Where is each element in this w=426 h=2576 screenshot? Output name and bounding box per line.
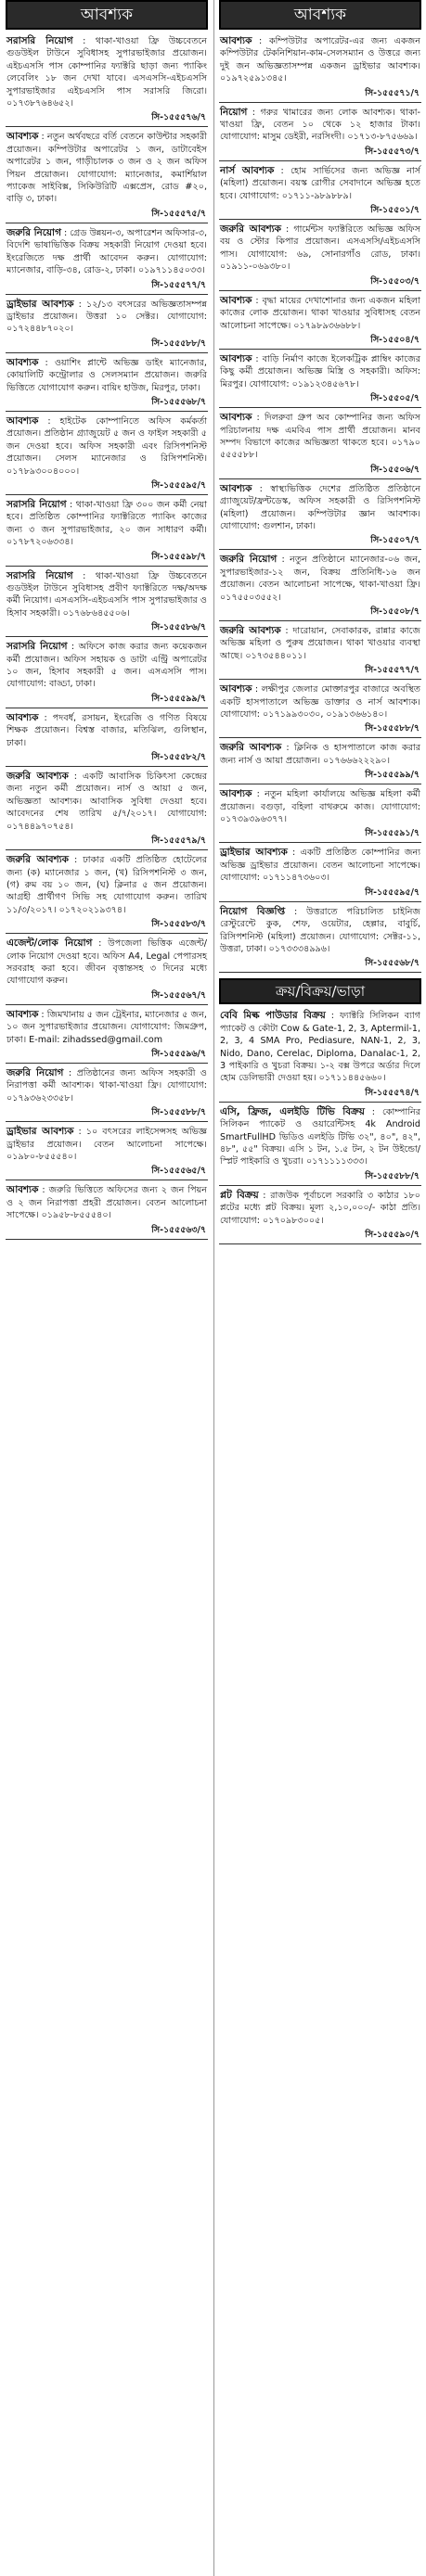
ad-code: সি-১৫৫৫৬৮/৭ bbox=[6, 394, 208, 412]
ad-separator: : bbox=[277, 555, 290, 566]
ad-text bbox=[219, 351, 421, 390]
classified-ad bbox=[6, 1007, 208, 1064]
ad-separator: : bbox=[252, 789, 265, 800]
ad-separator: : bbox=[72, 570, 96, 581]
ad-body: ১২/১৩ বৎসরের অভিজ্ঞতাসম্পন্ন ড্রাইভার প্রয়োজন। উত্তরা ১০ সেক্টর। যোগাযোগ: ০১৭২৪৪৮৭০২০। bbox=[6, 299, 207, 335]
ad-body: থাকা-খাওয়া ফ্রি উচ্চবেতনে গুডউইল টাউনে সুবিধাসহ সুপারভাইজার প্রয়োজন। এইচএসসি পাস কোম্পানির ফ্যাক্টরি ছাড়া জন্য প্যাকিং লেবেলিং ১৮ জন দেখা যাবে। এসএসসি-এইচএসসি সুপারভাইজার এইচএসসি পাস সরাসরি জিরো। ০১৭৩৮৭৬৪৬৫২। bbox=[6, 36, 207, 109]
ad-text bbox=[219, 293, 421, 332]
ad-body: ফ্যাক্টরি সিলিকন ব্যাগ প্যাকেট ও কৌটা Cow & Gate-1, 2, 3, Aptermil-1, 2, 3, 4 SMA Pro, Pediasure, NAN-1, 2, 3, Nido, Dano, Cerelac, Diploma, Danalac-1, 2, 3 পাইকারি ও খুচরা বিক্রয়। ১-২ বক্স উপরে অর্ডার দিলে হোম ডেলিভারী দেওয়া হয়। ০১৭১১৪৪৫৬৬০। bbox=[220, 1011, 420, 1084]
ad-keyword: জরুরি আবশ্যক bbox=[220, 625, 281, 636]
ad-keyword: আবশ্যক bbox=[6, 711, 39, 723]
ad-code: সি-১৫৫৫৭৩/৭ bbox=[219, 144, 421, 161]
ad-keyword: ড্রাইভার আবশ্যক bbox=[220, 847, 288, 859]
ad-separator: : bbox=[38, 712, 53, 723]
ad-code: সি-১৫৫৫৯৯/৭ bbox=[219, 767, 421, 784]
ad-body: দারোয়ান, সেবাকারক, রান্নার কাজে অভিজ্ঞ মহিলা ও পুরুষ প্রয়োজন। থাকা খাওয়ার ব্যবস্থা আছে। ০১৭৩৫৪৪০১১। bbox=[220, 626, 420, 661]
classified-ad bbox=[219, 1008, 421, 1102]
ad-body: জরুরি ভিত্তিতে অফিসের জন্য ২ জন পিয়ন ও ২ জন নিরাপত্তা প্রহরী প্রয়োজন। বেতন আলোচনা সাপেক্ষে। ০১৯৫৮-৮৫৫৫৪০। bbox=[6, 1185, 207, 1221]
classified-ad bbox=[6, 1182, 208, 1239]
ad-keyword: আবশ্যক bbox=[6, 131, 39, 143]
classified-ad bbox=[219, 481, 421, 551]
classified-ad bbox=[6, 769, 208, 850]
ad-body: জিমখানায় ৫ জন ট্রেইনার, ম্যানেজার ৫ জন, ১০ জন সুপারভাইজার প্রয়োজন। যোগাযোগ: জিমগ্রুপ, ঢাকা। E-mail: zihadssed@gmail.com bbox=[6, 1009, 207, 1045]
ad-separator: : bbox=[252, 684, 262, 695]
ad-text bbox=[219, 410, 421, 462]
ad-body: ১০ বৎসরের লাইসেন্সসহ অভিজ্ঞ ড্রাইভার প্রয়োজন। বেতন আলোচনা সাপেক্ষে। ০১৯৮০-৮৫৫৫৪০। bbox=[6, 1127, 207, 1162]
ad-keyword: জরুরি আবশ্যক bbox=[220, 742, 282, 754]
ad-code: সি-১৫৫৫৬৩/৭ bbox=[6, 1222, 208, 1240]
classified-ad bbox=[6, 852, 208, 934]
ad-code: সি-১৫৫৫৮৮/৭ bbox=[6, 336, 208, 353]
ad-text bbox=[219, 682, 421, 721]
right-column bbox=[219, 0, 421, 2576]
ad-text bbox=[6, 710, 208, 749]
ad-separator: : bbox=[280, 224, 294, 236]
ad-text bbox=[219, 1104, 421, 1168]
classified-ad bbox=[6, 936, 208, 1005]
ad-code: সি-১৫৫০১/৭ bbox=[219, 202, 421, 220]
classified-ad bbox=[6, 1065, 208, 1122]
ad-separator: : bbox=[285, 906, 307, 917]
left-header: আবশ্যক bbox=[6, 0, 208, 30]
ad-text bbox=[219, 105, 421, 144]
ad-code: সি-১৫৫৫৮৬/৭ bbox=[6, 619, 208, 637]
ad-keyword: সরাসরি নিয়োগ bbox=[6, 641, 68, 653]
ad-separator: : bbox=[68, 855, 84, 866]
ad-text bbox=[6, 225, 208, 277]
ad-body: অফিসে কাজ করার জন্য কয়েকজন কর্মী প্রয়োজন। অফিস সহায়ক ও ডাটা এন্ট্রি অপারেটর ১০ জন, হিসাব সহকারী ৫ জন। এসএসসি পাস। যোগাযোগ: বাড্ডা, ঢাকা। bbox=[6, 642, 208, 690]
ad-separator: : bbox=[38, 357, 55, 368]
ad-separator: : bbox=[60, 227, 71, 238]
ad-keyword: জরুরি নিয়োগ bbox=[220, 554, 278, 566]
ad-keyword: জরুরি আবশ্যক bbox=[6, 771, 69, 783]
ad-text bbox=[219, 1188, 421, 1227]
ad-body: হোম সার্ভিসের জন্য অভিজ্ঞ নার্স (মহিলা) প্রয়োজন। বয়স্ক রোগীর সেবাদানে অভিজ্ঞ হতে হবে। যোগাযোগ: ০১৭১১-৯৮৯৮৮৯। bbox=[220, 165, 421, 201]
ad-separator: : bbox=[72, 36, 96, 46]
ad-body: পদবর্ধ, রসায়ন, ইংরেজি ও গণিত বিষয়ে শিক্ষক প্রয়োজন। বিশ্বস্ত বাজার, মতিঝিল, গুলিস্থান, ঢাকা। bbox=[6, 712, 207, 748]
ad-body: গ্রেড উন্নয়ন-৩, অপারেশন অফিসার-৩, বিদেশি ভাষাভিত্তিক বিক্রয় সহকারী নিয়োগ দেওয়া হবে। ইংরেজিতে দক্ষ প্রার্থী আবেদন করুন। যোগাযোগ: ম্যানেজার, বাড়ি-৩৪, রোড-২, ঢাকা। ০১৯৭১১৪৫০৩৩। bbox=[6, 227, 207, 276]
ad-text bbox=[6, 1007, 208, 1046]
ad-text bbox=[219, 845, 421, 884]
ad-code: সি-১৫৫৫৯৬/৭ bbox=[6, 1046, 208, 1064]
ad-separator: : bbox=[68, 772, 83, 783]
ad-keyword: ড্রাইভার আবশ্যক bbox=[6, 1126, 74, 1138]
classified-ad bbox=[219, 682, 421, 738]
ad-text bbox=[219, 552, 421, 604]
ad-keyword: আবশ্যক bbox=[220, 788, 252, 800]
ad-body: একটি আবাসিক চিকিৎসা কেন্দ্রের জন্য নতুন কর্মী প্রয়োজন। নার্স ও আয়া ৫ জন, অভিজ্ঞতা আবশ্যক। আবাসিক সুবিধা দেওয়া হবে। আবেদনের শেষ তারিখ ৫/৭/২০১৭। যোগাযোগ: ০১৭৪৪৯৭০৭৫৪। bbox=[6, 772, 207, 832]
ad-code: সি-১৫৫০৮/৭ bbox=[219, 604, 421, 621]
ad-body: ওয়াশিং প্লান্টে অভিজ্ঞ ডাইং ম্যানেজার, কোয়ালিটি কন্ট্রোলার ও সেলসম্যান প্রয়োজন। জরুরি ভিত্তিতে যোগাযোগ করুন। বায়িং হাউজ, মিরপুর, ঢাকা। bbox=[6, 357, 207, 393]
classified-ad bbox=[219, 623, 421, 680]
ad-body: নতুন প্রতিষ্ঠানে ম্যানেজার-০৬ জন, সুপারভাইজার-১২ জন, বিক্রয় প্রতিনিধি-১৬ জন প্রয়োজন। বেতন আলোচনা সাপেক্ষে, থাকা-খাওয়া ফ্রি। ০১৭৫৫০৩৫৫২। bbox=[220, 555, 420, 603]
ad-text bbox=[6, 129, 208, 205]
ad-separator: : bbox=[325, 1011, 340, 1022]
ad-separator: : bbox=[252, 483, 271, 494]
ad-code: সি-১৫৫৫৯৮/৭ bbox=[6, 549, 208, 567]
classified-ad bbox=[219, 222, 421, 291]
ad-body: নতুন অর্থবছরে বর্তি বেতনে কাউন্টার সহকারী প্রয়োজন। কম্পিউটার অপারেটর ১ জন, ডাটাবেইস অপারেটর ১ জন, গাড়ীচালক ৩ জন ও ২ জন অফিস পিয়ন প্রয়োজন। যোগাযোগ: ম্যানেজার, কমার্শিয়াল প্যাকেজ সাইবিক্স, সিকিউরিটি এক্সপ্রেস, রোড #২০, বাড়ি ৩, ঢাকা। bbox=[6, 132, 207, 205]
classified-ad bbox=[219, 552, 421, 621]
ad-separator: : bbox=[66, 499, 76, 510]
ad-text bbox=[6, 769, 208, 833]
ad-body: উত্তরাতে পরিচালিত চাইনিজ রেস্টুরেন্টে কুক, শেফ, ওয়েটার, হেল্পার, বাবুর্চি, রিসিপশনিস্ট (মহিলা) প্রয়োজন। যোগাযোগ: সেক্টর-১১, উত্তরা, ঢাকা। ০১৭৩৩৩৪৯৯৬। bbox=[220, 906, 421, 954]
ad-separator: : bbox=[252, 36, 269, 46]
ad-keyword: জরুরি নিয়োগ bbox=[6, 226, 61, 238]
ad-code: সি-১৫৫৫৯১/৭ bbox=[219, 825, 421, 843]
ad-body: ঢাকার একটি প্রতিষ্ঠিত হোটেলের জন্য (ক) ম্যানেজার ১ জন, (খ) রিসিপশনিস্ট ৩ জন, (গ) রুম বয় ১০ জন, (ঘ) ক্লিনার ৫ জন প্রয়োজন। আগ্রহী প্রার্থীগণ সিভি সহ যোগাযোগ করুন। তারিখ ১১/৩/২০১৭। ০১৭২০২১৯৩৭৪। bbox=[6, 855, 207, 915]
ad-code: সি-১৫৫৫৭৬/৭ bbox=[6, 109, 208, 127]
ad-code: সি-১৫৫৫৮২/৭ bbox=[6, 749, 208, 767]
classified-ad bbox=[6, 1124, 208, 1180]
ad-separator: : bbox=[92, 938, 109, 950]
ad-text bbox=[6, 1065, 208, 1104]
ad-separator: : bbox=[364, 1106, 382, 1117]
ad-keyword: আবশ্যক bbox=[220, 352, 252, 364]
classified-ad bbox=[6, 414, 208, 495]
ad-code: সি-১৫৫৫৭৭/৭ bbox=[6, 277, 208, 295]
ad-separator: : bbox=[252, 413, 265, 424]
left-ad-list bbox=[6, 33, 208, 1240]
ad-code: সি-১৫৫৫৭৭/৭ bbox=[219, 662, 421, 680]
classified-ad bbox=[219, 1188, 421, 1244]
ad-text bbox=[219, 1008, 421, 1084]
buy-sell-ad-list bbox=[219, 1008, 421, 1244]
ad-separator: : bbox=[258, 1190, 271, 1201]
ad-body: স্বাস্থ্যভিত্তিক দেশের প্রতিষ্ঠিত প্রতিষ্ঠানে গ্র্যাজুয়েট/ফ্রন্টডেস্ক, অফিস সহকারী ও রিসিপশনিস্ট (মহিলা) প্রয়োজন। কম্পিউটার জ্ঞান আবশ্যক। যোগাযোগ: গুলশান, ঢাকা। bbox=[220, 483, 420, 531]
ad-separator: : bbox=[38, 1185, 49, 1196]
buy-sell-rent-header: ক্রয়/বিক্রয়/ভাড়া bbox=[219, 978, 421, 1004]
ad-text bbox=[6, 1182, 208, 1221]
ad-text bbox=[6, 568, 208, 620]
ad-keyword: আবশ্যক bbox=[220, 482, 252, 494]
ad-body: উপজেলা ভিত্তিক এজেন্ট/লোক নিয়োগ দেওয়া হবে। অফিস A4, Legal পেপারসহ সরবরাহ করা হবে। জীবন বৃত্তান্তসহ ৩ দিনের মধ্যে যোগাযোগ করুন। bbox=[6, 938, 207, 987]
ad-keyword: সরাসরি নিয়োগ bbox=[6, 498, 67, 510]
ad-keyword: জরুরি আবশ্যক bbox=[6, 854, 69, 866]
ad-separator: : bbox=[247, 107, 261, 118]
ad-body: হাইটেক কোম্পানিতে অফিস কর্মকর্তা প্রয়োজন। প্রতিষ্ঠান গ্র্যাজুয়েট ৫ জন ও ফাইল সহকারী ৫ জন দেওয়া হবে। অফিস সহকারী এবং রিসিপশনিস্ট প্রয়োজন। সেলস ম্যানেজার ও রিসিপশনিস্ট। ০১৭৮৯৩০০৪০০০। bbox=[6, 415, 207, 477]
ad-keyword: প্লট বিক্রয় bbox=[220, 1189, 259, 1201]
classified-ad bbox=[6, 497, 208, 567]
ad-code: সি-১৫৫৫৮৮/৭ bbox=[6, 1104, 208, 1122]
ad-keyword: জরুরি আবশ্যক bbox=[220, 223, 281, 236]
ad-body: ক্লিনিক ও হাসপাতালে কাজ করার জন্য নার্স ও আয়া প্রয়োজন। ০১৭৬৬৬২২২৯০। bbox=[220, 743, 420, 766]
ad-keyword: আবশ্যক bbox=[6, 1184, 39, 1196]
ad-keyword: সরাসরি নিয়োগ bbox=[6, 569, 73, 581]
ad-code: সি-১৫৫০৭/৭ bbox=[219, 532, 421, 550]
ad-code: সি-১৫৫০৩/৭ bbox=[219, 274, 421, 291]
ad-keyword: আবশ্যক bbox=[220, 35, 252, 46]
classified-ad bbox=[6, 710, 208, 767]
ad-body: বৃদ্ধা মায়ের দেখাশোনার জন্য একজন মহিলা কাজের লোক প্রয়োজন। থাকা খাওয়ার সুবিধাসহ বেতন আলোচনা সাপেক্ষে। ০১৭৯৮৯৩৬৬৮৮। bbox=[220, 295, 420, 331]
ad-separator: : bbox=[73, 1127, 86, 1138]
ad-keyword: আবশ্যক bbox=[6, 356, 39, 368]
ad-body: থাকা-খাওয়া ফ্রি ৩০০ জন কর্মী নেয়া হবে। প্রতিষ্ঠিত কোম্পানির ফ্যাক্টরিতে প্যাকিং কাজের জন্য ৩ জন সুপারভাইজার, ২০ জন সাধারণ কর্মী। ০১৭৮৭২০৬৩৩৪। bbox=[6, 499, 207, 548]
ad-body: দিলরুবা গ্রুপ অব কোম্পানির জন্য অফিস পরিচালনায় দক্ষ এমবিএ পাস প্রার্থী প্রয়োজন। মানব সম্পদ বিভাগে কাজের অভিজ্ঞতা থাকতে হবে। ০১৭৯০ ৫৫৫৫৮৮। bbox=[220, 413, 420, 461]
classified-ad bbox=[219, 33, 421, 103]
ad-body: কম্পিউটার অপারেটর-এর জন্য একজন কম্পিউটার টেকনিশিয়ান-কাম-সেলসম্যান ও উত্তরে জন্য দুই জন অভিজ্ঞতাসম্পন্ন একজন ড্রাইভার আবশ্যক। ০১৯৭২৫৯১৩৪৫। bbox=[220, 36, 420, 84]
classified-ad bbox=[219, 410, 421, 479]
ad-body: থাকা-খাওয়া ফ্রি উচ্চবেতনে গুডউইল টাউনে সুবিধাসহ প্রবীণ ফ্যাক্টরিতে দক্ষ/অদক্ষ কর্মী নিয়োগ। এসএসসি-এইচএসসি পাস সুপারভাইজার ও হিসাব সহকারী। ০১৭৬৮৬৪৫৫০৬। bbox=[6, 570, 207, 618]
ad-keyword: আবশ্যক bbox=[6, 1008, 39, 1020]
ad-code: সি-১৫৫৫৭১/৭ bbox=[219, 85, 421, 103]
classified-ad bbox=[6, 33, 208, 127]
ad-keyword: ড্রাইভার আবশ্যক bbox=[6, 298, 74, 310]
ad-body: প্রতিষ্ঠানের জন্য অফিস সহকারী ও নিরাপত্তা কর্মী আবশ্যক। থাকা-খাওয়া ফ্রি। যোগাযোগ: ০১৭৯৩৬২৩৩৫৮। bbox=[6, 1067, 207, 1103]
ad-code: সি-১৫৫৫৮৮/৭ bbox=[219, 1168, 421, 1186]
classified-ad bbox=[6, 225, 208, 295]
ad-keyword: সরাসরি নিয়োগ bbox=[6, 35, 73, 46]
ad-code: সি-১৫৫৫৯৫/৭ bbox=[219, 885, 421, 902]
ad-code: সি-১৫৫০৫/৭ bbox=[219, 390, 421, 408]
ad-code: সি-১৫৫৫৯৫/৭ bbox=[6, 478, 208, 495]
classified-ad bbox=[219, 740, 421, 784]
ad-body: রাজউক পূর্বাচলে সরকারি ৩ কাঠার ১৮০ প্লটের মধ্যে প্লট বিক্রয়। মূল্য ২,১০,০০০/- কাঠা প্রতি। যোগাযোগ: ০১৭০৯৮৩০০৫। bbox=[220, 1190, 420, 1226]
ad-code: সি-১৫৫০৪/৭ bbox=[219, 332, 421, 350]
classified-ad bbox=[6, 129, 208, 223]
ad-text bbox=[6, 936, 208, 988]
ad-body: গার্মেন্টস ফ্যাক্টরিতে অভিজ্ঞ অফিস বয় ও স্টোর কিপার প্রয়োজন। এসএসসি/এইচএসসি পাস। যোগাযোগ: ৬৯, সোনারগাঁও রোড, ঢাকা। ০১৯১১-০৬৯৩৮০। bbox=[220, 224, 420, 273]
ad-keyword: এজেন্ট/লোক নিয়োগ bbox=[6, 937, 93, 950]
ad-code: সি-১৫৫৫৬৭/৭ bbox=[6, 988, 208, 1005]
ad-text bbox=[6, 414, 208, 478]
ad-code: সি-১৫৫৫৬৮/৭ bbox=[219, 955, 421, 973]
ad-text bbox=[6, 355, 208, 394]
ad-separator: : bbox=[38, 1009, 47, 1020]
ad-keyword: এসি, ফ্রিজ, এলইডি টিভি বিক্রয় bbox=[220, 1105, 365, 1117]
right-header: আবশ্যক bbox=[219, 0, 421, 30]
ad-body: গরুর খামারের জন্য লোক আবশ্যক। থাকা-খাওয়া ফ্রি, বেতন ১০ থেকে ১২ হাজার টাকা। যোগাযোগ: মাসুম ডেইরী, নরসিংদী। ০১৭১৩-৮৭৫৬৬৯। bbox=[220, 107, 420, 143]
ad-text bbox=[6, 33, 208, 109]
classified-ad bbox=[219, 1104, 421, 1186]
ad-code: সি-১৫৫৫৭৫/৭ bbox=[6, 206, 208, 223]
ad-keyword: নিয়োগ বিজ্ঞপ্তি bbox=[220, 905, 286, 917]
ad-keyword: জরুরি নিয়োগ bbox=[6, 1066, 64, 1078]
ad-keyword: আবশ্যক bbox=[220, 683, 252, 695]
ad-text bbox=[219, 33, 421, 85]
classified-ad bbox=[219, 845, 421, 901]
ad-text bbox=[6, 639, 208, 691]
ad-text bbox=[219, 904, 421, 956]
ad-separator: : bbox=[63, 1067, 77, 1078]
left-column bbox=[6, 0, 208, 2576]
ad-body: কোম্পানির সিলিকন প্যাকেট ও ওয়ারেন্টিসহ 4k Android SmartFullHD ভিডিও এলইডি টিভি ৩২", ৪০", ৪২", ৪৮", ৫৫" বিক্রয়। এসি ১ টন, ১.৫ টন, ২ টন উইন্ডো/স্প্লিট পাইকারি ও খুচরা। ০১৭১১১১৩৩৩। bbox=[220, 1106, 420, 1167]
right-ad-list bbox=[219, 33, 421, 973]
ad-body: একটি প্রতিষ্ঠিত কোম্পানির জন্য অভিজ্ঞ ড্রাইভার প্রয়োজন। বেতন আলোচনা সাপেক্ষে। যোগাযোগ: ০১৭১১৪৭৩৬০৩। bbox=[220, 848, 420, 884]
ad-separator: : bbox=[252, 353, 263, 364]
ad-code: সি-১৫৫৫৮৮/৭ bbox=[219, 721, 421, 738]
ad-body: বাড়ি নির্মাণ কাজে ইলেকট্রিক প্লাম্বিং কাজের কিছু কর্মী প্রয়োজন। অভিজ্ঞ মিস্ত্রি ও সহকারী। অফিস: মিরপুর। যোগাযোগ: ০১৯১২৩৪৫৬৭৮। bbox=[220, 353, 420, 389]
classified-ad bbox=[6, 355, 208, 412]
column-divider bbox=[213, 0, 214, 2576]
ad-separator: : bbox=[280, 626, 293, 636]
ad-code: সি-১৫৫৫৭৯/৭ bbox=[6, 833, 208, 850]
ad-keyword: আবশ্যক bbox=[6, 414, 39, 427]
ad-body: নতুন মহিলা কার্যালয়ে অভিজ্ঞ মহিলা কর্মী প্রয়োজন। বগুড়া, বহিলা বাথরুমে কাজ। যোগাযোগ: ০১৭৩৯৩৯৬৩৭৭। bbox=[220, 789, 420, 825]
ad-code: সি-১৫৫৫৮৩/৭ bbox=[6, 916, 208, 934]
ad-code: সি-১৫৫৫৬৫/৭ bbox=[6, 1163, 208, 1180]
ad-keyword: নার্স আবশ্যক bbox=[220, 164, 275, 176]
ad-text bbox=[219, 481, 421, 533]
ad-body: লক্ষীপুর জেলার মোক্তারপুর বাজারে অবস্থিত একটি হাসপাতালে অভিজ্ঞ ডাক্তার ও নার্স আবশ্যক। যোগাযোগ: ০১৭১৯৯৩০৩০, ০১৯১৩৬৬১৪০। bbox=[220, 684, 420, 721]
ad-code: সি-১৫৫০৬/৭ bbox=[219, 462, 421, 479]
classified-ad bbox=[6, 297, 208, 353]
ad-separator: : bbox=[67, 642, 79, 653]
ad-keyword: নিয়োগ bbox=[220, 106, 248, 118]
classified-ad bbox=[6, 639, 208, 708]
ad-text bbox=[6, 1124, 208, 1163]
ad-separator: : bbox=[281, 743, 294, 754]
ad-separator: : bbox=[73, 299, 87, 310]
ad-text bbox=[219, 740, 421, 767]
ad-text bbox=[219, 623, 421, 662]
ad-text bbox=[219, 786, 421, 825]
ad-text bbox=[6, 852, 208, 916]
ad-text bbox=[6, 297, 208, 336]
ad-text bbox=[219, 163, 421, 202]
classified-ad bbox=[6, 568, 208, 638]
ad-separator: : bbox=[274, 165, 291, 176]
ad-keyword: বেবি মিল্ক পাউডার বিক্রয় bbox=[220, 1010, 326, 1022]
ad-keyword: আবশ্যক bbox=[220, 294, 252, 306]
classified-ad bbox=[219, 786, 421, 843]
ad-keyword: আবশ্যক bbox=[220, 412, 252, 424]
classified-ad bbox=[219, 105, 421, 161]
ad-code: সি-১৫৫৫৯০/৭ bbox=[219, 1227, 421, 1244]
classified-ad bbox=[219, 351, 421, 408]
ad-code: সি-১৫৫৫৯৯/৭ bbox=[6, 691, 208, 708]
ad-separator: : bbox=[252, 295, 263, 306]
ad-code: সি-১৫৫৫৭৪/৭ bbox=[219, 1085, 421, 1103]
classified-ad bbox=[219, 293, 421, 350]
classified-ad bbox=[219, 163, 421, 220]
classified-ad bbox=[219, 904, 421, 974]
ad-separator: : bbox=[38, 132, 47, 143]
ad-text bbox=[219, 222, 421, 274]
ad-separator: : bbox=[38, 415, 60, 427]
ad-text bbox=[6, 497, 208, 549]
ad-separator: : bbox=[287, 848, 301, 859]
